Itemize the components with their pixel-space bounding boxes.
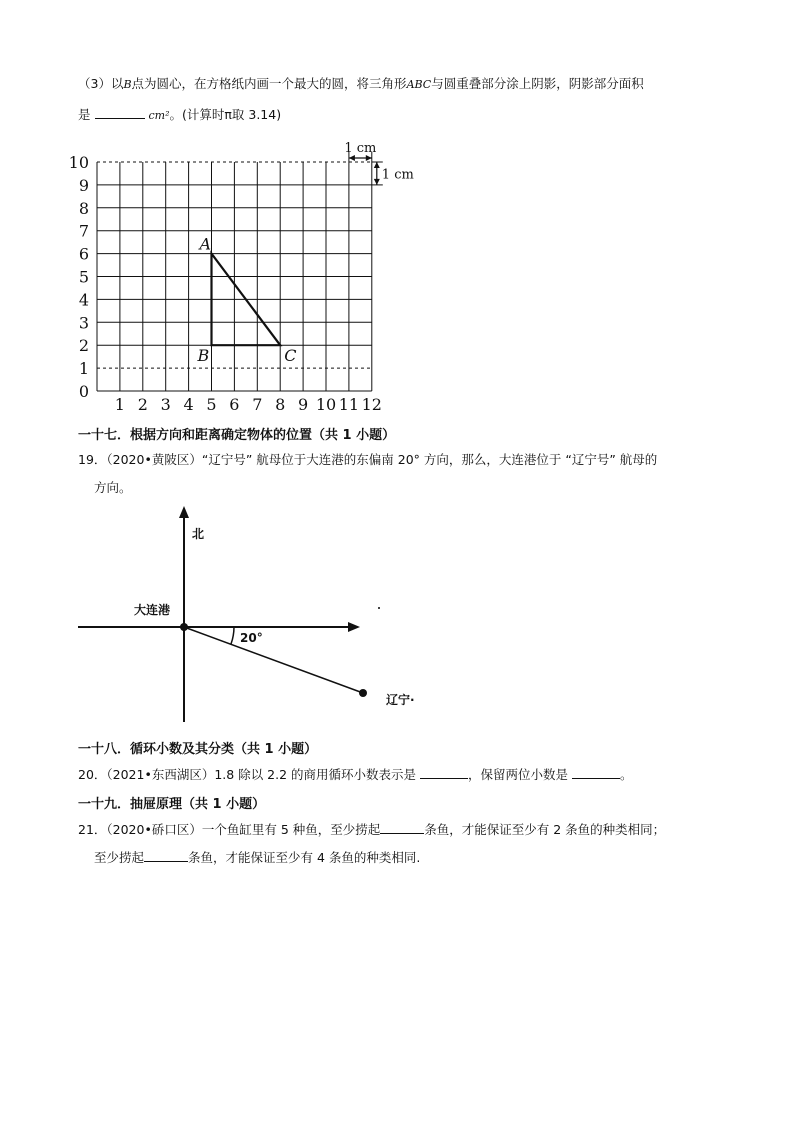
north-label: 北 [192,527,205,541]
question-19-line1: 19．（2020•黄陂区）“辽宁号” 航母位于大连港的东偏南 20° 方向，那么，大连港位于 “辽宁号” 航母的 [78,452,658,467]
section-18-title: 一十八．循环小数及其分类（共 1 小题） [78,742,318,757]
q21-line2a: 至少捞起 [94,850,145,865]
q20-part3: 。 [620,767,633,782]
y-tick-label: 1 [78,359,89,379]
answer-blank-rounded[interactable] [572,766,620,779]
x-tick-label: 10 [315,395,337,414]
vertex-label: C [284,346,297,366]
angle-label: 20° [240,631,263,645]
q21-line1a: 21．（2020•硚口区）一个鱼缸里有 5 种鱼，至少捞起 [78,822,381,837]
x-tick-label: 8 [275,395,286,414]
x-tick-label: 2 [137,395,148,414]
q20-part1: 20．（2021•东西湖区）1.8 除以 2.2 的商用循环小数表示是 [78,767,417,782]
question-19-line2: 方向。 [94,480,132,495]
east-arrow-icon [348,622,360,632]
vertex-label: A [199,234,212,254]
x-tick-label: 4 [183,395,194,414]
x-tick-label: 7 [252,395,263,414]
x-tick-label: 6 [229,395,240,414]
y-tick-label: 8 [78,198,89,218]
scale-h-label: 1 cm [344,141,377,156]
q18-3-prefix: （3）以 [78,76,124,91]
question-20 [78,766,633,783]
x-tick-label: 1 [114,395,125,414]
y-tick-label: 9 [78,175,89,195]
y-tick-label: 0 [78,382,89,401]
question-21-line1 [78,821,665,838]
q21-line2b: 条鱼，才能保证至少有 4 条鱼的种类相同. [188,850,421,865]
vertex-label: B [197,346,210,366]
q21-line1b: 条鱼，才能保证至少有 2 条鱼的种类相同； [424,822,666,837]
q18-3-line2-start: 是 [78,107,91,122]
y-tick-label: 10 [68,153,89,172]
y-tick-label: 3 [78,313,89,333]
x-tick-label: 5 [206,395,217,414]
speck [378,607,380,609]
answer-blank-recurring[interactable] [420,766,468,779]
triangle-name: ABC [406,78,432,91]
point-b-label: B [123,78,132,91]
section-19-title: 一十九．抽屉原理（共 1 小题） [78,797,266,812]
x-tick-label: 11 [338,395,360,414]
answer-blank-two-same[interactable] [380,821,424,834]
liaoning-label: 辽宁· [386,693,415,707]
scale-v-label: 1 cm [381,167,414,183]
q18-3-line2-end: 。(计算时π取 3.14) [169,107,282,122]
liaoning-ship-dot [359,689,367,697]
x-tick-label: 12 [361,395,382,414]
north-arrow-icon [179,506,189,518]
y-tick-label: 2 [78,336,89,356]
dalian-port-dot [180,623,188,631]
angle-arc [231,627,234,644]
y-tick-label: 7 [78,221,89,241]
dalian-port-label: 大连港 [134,603,171,617]
q18-3-text1: 点为圆心，在方格纸内画一个最大的圆，将三角形 [131,76,407,91]
y-tick-label: 5 [78,267,89,287]
y-tick-label: 4 [78,290,89,310]
section-17-title: 一十七．根据方向和距离确定物体的位置（共 1 小题） [78,428,396,443]
x-tick-label: 9 [298,395,309,414]
q20-part2: ，保留两位小数是 [468,767,569,782]
direction-line [184,627,363,693]
area-unit: cm² [148,109,170,122]
q18-3-text2: 与圆重叠部分涂上阴影，阴影部分面积 [431,76,644,91]
question-21-line2 [94,849,420,866]
x-tick-label: 3 [160,395,171,414]
y-tick-label: 6 [78,244,89,264]
answer-blank-four-same[interactable] [144,849,188,862]
